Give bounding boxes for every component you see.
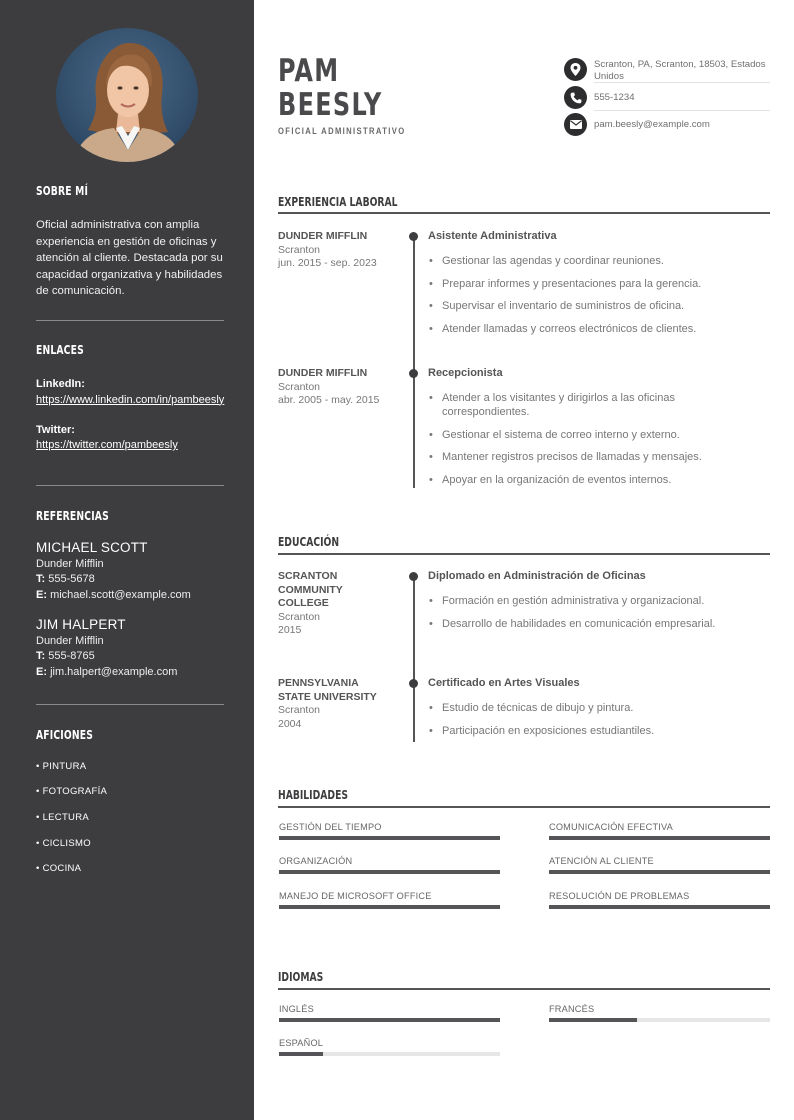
org-name: SCRANTON COMMUNITY COLLEGE xyxy=(278,570,343,609)
phone-label: T: xyxy=(36,650,46,662)
org-location: Scranton xyxy=(278,610,321,623)
language-bar-fill xyxy=(549,1018,637,1022)
section-divider xyxy=(278,988,770,990)
skill-bar xyxy=(279,905,500,909)
hobby-item: • PINTURA xyxy=(36,761,87,772)
skill-label: ATENCIÓN AL CLIENTE xyxy=(549,856,654,866)
org-dates: 2004 xyxy=(278,717,302,730)
skills-title: HABILIDADES xyxy=(278,787,349,802)
skill-item xyxy=(279,891,500,901)
language-bar xyxy=(279,1052,500,1056)
education-title: EDUCACIÓN xyxy=(278,534,340,549)
job-title: OFICIAL ADMINISTRATIVO xyxy=(278,126,406,136)
language-label: INGLÉS xyxy=(279,1004,314,1014)
languages-title: IDIOMAS xyxy=(278,969,324,984)
last-name: BEESLY xyxy=(278,87,383,123)
org-dates: jun. 2015 - sep. 2023 xyxy=(278,257,377,269)
org-dates: 2015 xyxy=(278,624,302,636)
twitter-label: Twitter: xyxy=(36,423,75,436)
reference-company: Dunder Mifflin xyxy=(36,634,104,647)
sidebar-divider xyxy=(36,485,224,486)
reference-name: MICHAEL SCOTT xyxy=(36,540,148,555)
language-bar xyxy=(549,1018,770,1022)
bullet-item: • Supervisar el inventario de suministros de oficina. xyxy=(428,299,768,313)
bullet-item: • Mantener registros precisos de llamadas y mensajes. xyxy=(428,450,728,464)
language-bar-fill xyxy=(279,1018,500,1022)
skill-bar-fill xyxy=(549,870,770,874)
bullet-item: • Gestionar el sistema de correo interno y externo. xyxy=(428,428,728,442)
org-location: Scranton xyxy=(278,704,321,716)
skill-bar xyxy=(549,905,770,909)
reference-phone-value: 555-5678 xyxy=(48,573,95,585)
degree-title: Diplomado en Administración de Oficinas xyxy=(428,570,646,582)
reference-phone xyxy=(36,649,226,665)
timeline-dot xyxy=(409,679,418,688)
role-title: Recepcionista xyxy=(428,367,503,379)
skill-bar xyxy=(549,870,770,874)
bullet-item: • Atender llamadas y correos electrónicos de clientes. xyxy=(428,322,768,336)
reference-email-value: jim.halpert@example.com xyxy=(50,665,178,678)
section-divider xyxy=(278,806,770,808)
skill-item xyxy=(279,822,500,832)
org-location: Scranton xyxy=(278,380,321,393)
language-label: FRANCÉS xyxy=(549,1004,595,1014)
location-pin-icon xyxy=(564,58,587,81)
hobbies-title: AFICIONES xyxy=(36,727,94,742)
about-text: Oficial administrativa con amplia experiencia en gestión de oficinas y atención al cliente. Destacada por su capacidad organizativa y habilidades de comunicación. xyxy=(36,219,223,297)
contact-divider xyxy=(594,82,770,83)
skill-label: ORGANIZACIÓN xyxy=(279,856,353,866)
timeline-dot xyxy=(409,572,418,581)
skill-bar-fill xyxy=(279,836,500,840)
sidebar-divider xyxy=(36,704,224,705)
envelope-icon xyxy=(564,113,587,136)
sidebar-divider xyxy=(36,320,224,321)
hobby-item: • CICLISMO xyxy=(36,838,91,849)
language-label: ESPAÑOL xyxy=(279,1038,324,1048)
skill-item xyxy=(549,856,770,866)
about-title: SOBRE MÍ xyxy=(36,183,89,198)
reference-phone-value: 555-8765 xyxy=(48,650,95,662)
education-org xyxy=(278,677,388,731)
degree-bullets xyxy=(428,594,768,639)
email-label: E: xyxy=(36,588,47,601)
org-location: Scranton xyxy=(278,243,321,256)
contact-divider xyxy=(594,110,770,111)
skill-item xyxy=(279,856,500,866)
skill-bar-fill xyxy=(549,836,770,840)
skill-bar xyxy=(549,836,770,840)
reference-email xyxy=(36,665,226,681)
reference-email-value: michael.scott@example.com xyxy=(50,588,191,601)
reference-item xyxy=(36,540,226,603)
bullet-item: • Formación en gestión administrativa y organizacional. xyxy=(428,594,768,608)
timeline-dot xyxy=(409,232,418,241)
reference-company: Dunder Mifflin xyxy=(36,557,104,570)
bullet-item: • Apoyar en la organización de eventos internos. xyxy=(428,473,728,487)
avatar-portrait xyxy=(56,28,198,162)
linkedin-label: LinkedIn: xyxy=(36,378,85,390)
experience-timeline xyxy=(413,236,415,488)
bullet-item: • Gestionar las agendas y coordinar reuniones. xyxy=(428,254,768,268)
skill-label: RESOLUCIÓN DE PROBLEMAS xyxy=(549,891,690,901)
phone-icon xyxy=(564,86,587,109)
skill-bar xyxy=(279,836,500,840)
skill-bar xyxy=(279,870,500,874)
first-name: PAM xyxy=(278,53,340,89)
timeline-dot xyxy=(409,369,418,378)
language-item xyxy=(549,1004,770,1014)
section-divider xyxy=(278,212,770,214)
skill-bar-fill xyxy=(549,905,770,909)
avatar xyxy=(56,28,198,162)
sidebar xyxy=(0,0,254,1120)
skill-item xyxy=(549,891,770,901)
experience-org xyxy=(278,230,388,271)
full-name xyxy=(278,54,383,122)
references-title: REFERENCIAS xyxy=(36,508,109,523)
hobby-item: • COCINA xyxy=(36,863,82,874)
org-dates: abr. 2005 - may. 2015 xyxy=(278,394,380,406)
section-divider xyxy=(278,553,770,555)
org-name: DUNDER MIFFLIN xyxy=(278,367,368,379)
experience-title: EXPERIENCIA LABORAL xyxy=(278,194,398,209)
education-org xyxy=(278,570,378,638)
org-name: DUNDER MIFFLIN xyxy=(278,230,368,242)
twitter-link[interactable]: https://twitter.com/pambeesly xyxy=(36,439,178,451)
experience-org xyxy=(278,367,388,408)
skill-label: GESTIÓN DEL TIEMPO xyxy=(279,822,382,832)
hobby-item: • LECTURA xyxy=(36,812,90,823)
language-item xyxy=(279,1004,500,1014)
bullet-item: • Atender a los visitantes y dirigirlos a las oficinas correspondientes. xyxy=(428,391,728,419)
language-bar-fill xyxy=(279,1052,323,1056)
language-bar xyxy=(279,1018,500,1022)
reference-email xyxy=(36,588,226,604)
bullet-item: • Preparar informes y presentaciones para la gerencia. xyxy=(428,277,768,291)
reference-name: JIM HALPERT xyxy=(36,617,126,632)
reference-phone xyxy=(36,572,226,588)
degree-bullets xyxy=(428,701,768,746)
links-title: ENLACES xyxy=(36,342,84,357)
skill-label: MANEJO DE MICROSOFT OFFICE xyxy=(279,891,432,901)
hobby-item: • FOTOGRAFÍA xyxy=(36,786,108,797)
linkedin-link[interactable]: https://www.linkedin.com/in/pambeesly xyxy=(36,393,225,406)
skill-bar-fill xyxy=(279,905,500,909)
email-label: E: xyxy=(36,665,47,678)
skill-item xyxy=(549,822,770,832)
language-item xyxy=(279,1038,500,1048)
role-bullets xyxy=(428,254,768,344)
links-list xyxy=(36,376,226,453)
org-name: PENNSYLVANIA STATE UNIVERSITY xyxy=(278,677,377,703)
skill-label: COMUNICACIÓN EFECTIVA xyxy=(549,822,673,832)
bullet-item: • Estudio de técnicas de dibujo y pintura. xyxy=(428,701,768,715)
degree-title: Certificado en Artes Visuales xyxy=(428,677,580,689)
reference-item xyxy=(36,617,226,680)
education-timeline xyxy=(413,576,415,742)
role-title: Asistente Administrativa xyxy=(428,230,557,242)
skill-bar-fill xyxy=(279,870,500,874)
phone-text: 555-1234 xyxy=(594,92,635,103)
phone-label: T: xyxy=(36,573,46,585)
address-text: Scranton, PA, Scranton, 18503, Estados Unidos xyxy=(594,59,766,82)
bullet-item: • Participación en exposiciones estudiantiles. xyxy=(428,724,768,738)
email-text: pam.beesly@example.com xyxy=(594,119,710,130)
bullet-item: • Desarrollo de habilidades en comunicación empresarial. xyxy=(428,617,768,631)
role-bullets xyxy=(428,391,728,495)
